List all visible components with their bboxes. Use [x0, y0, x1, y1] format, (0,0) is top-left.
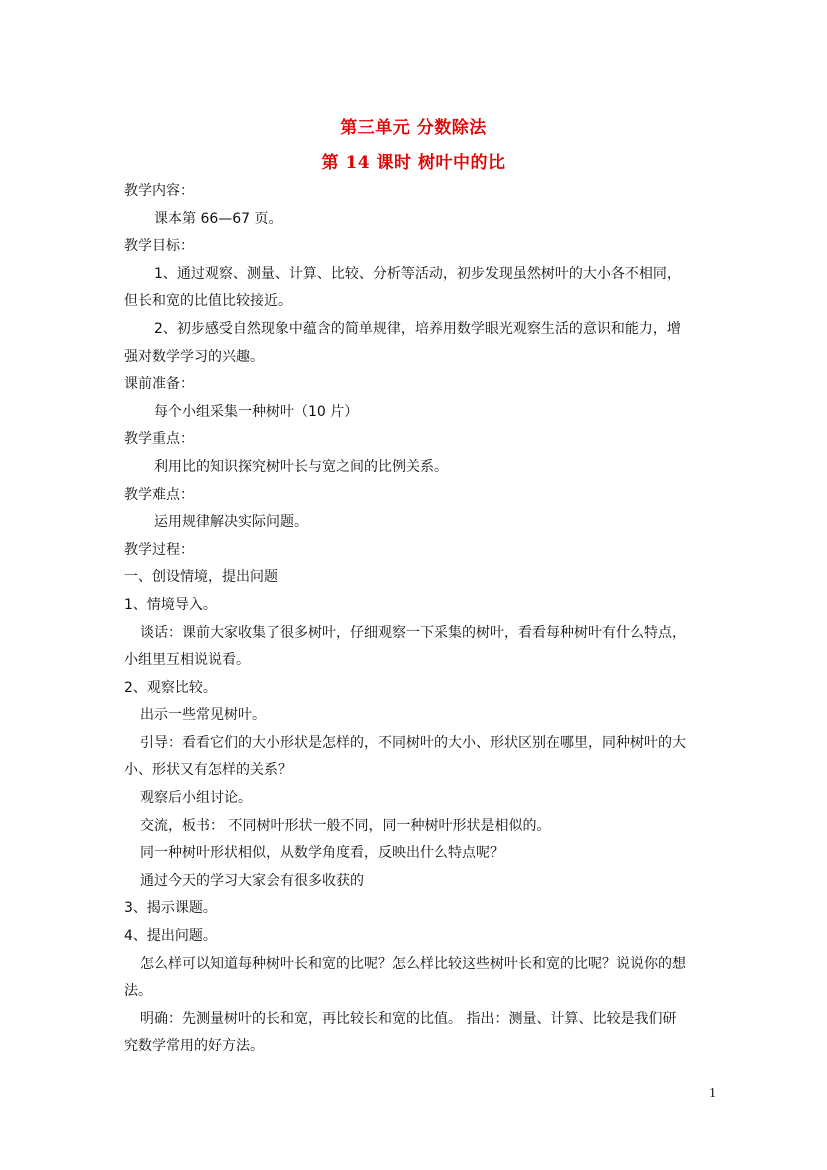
text-line: 通过今天的学习大家会有很多收获的 [140, 872, 364, 889]
text-line: 究数学常用的好方法。 [124, 1038, 264, 1055]
text-line: 引导：看看它们的大小形状是怎样的，不同树叶的大小、形状区别在哪里，同种树叶的大 [140, 734, 686, 751]
text-line: 观察后小组讨论。 [140, 790, 252, 807]
text-line: 谈话：课前大家收集了很多树叶，仔细观察一下采集的树叶，看看每种树叶有什么特点， [140, 624, 686, 641]
text-line: 怎么样可以知道每种树叶长和宽的比呢？怎么样比较这些树叶长和宽的比呢？说说你的想 [140, 955, 686, 972]
lesson-title: 第 14 课时 树叶中的比 [321, 153, 506, 173]
lesson-body [124, 178, 710, 1061]
text-line: 2、观察比较。 [124, 679, 217, 696]
text-line: 小组里互相说说看。 [124, 652, 250, 669]
text-line: 每个小组采集一种树叶（10 片） [154, 403, 359, 420]
unit-title: 第三单元 分数除法 [340, 118, 487, 138]
text-line: 课前准备： [124, 376, 194, 393]
text-line: 出示一些常见树叶。 [140, 707, 266, 724]
text-line: 2、初步感受自然现象中蕴含的简单规律，培养用数学眼光观察生活的意识和能力，增 [154, 320, 681, 337]
text-line: 3、揭示课题。 [124, 900, 217, 917]
text-line: 交流，板书： 不同树叶形状一般不同，同一种树叶形状是相似的。 [140, 817, 551, 834]
text-line: 运用规律解决实际问题。 [154, 514, 308, 531]
text-line: 教学内容： [124, 183, 194, 199]
text-line: 但长和宽的比值比较接近。 [124, 293, 292, 310]
text-line: 1、通过观察、测量、计算、比较、分析等活动，初步发现虽然树叶的大小各不相同， [154, 265, 681, 282]
text-line: 1、情境导入。 [124, 596, 217, 613]
text-line: 教学过程： [124, 541, 194, 558]
text-line: 课本第 66—67 页。 [154, 210, 283, 227]
text-line: 强对数学学习的兴趣。 [124, 348, 264, 365]
text-line: 小、形状又有怎样的关系？ [124, 762, 292, 779]
text-line: 教学目标： [124, 238, 194, 255]
text-line: 明确：先测量树叶的长和宽，再比较长和宽的比值。 指出：测量、计算、比较是我们研 [140, 1010, 677, 1027]
text-line: 同一种树叶形状相似，从数学角度看，反映出什么特点呢？ [140, 845, 504, 862]
text-line: 教学难点： [124, 486, 194, 503]
text-line: 利用比的知识探究树叶长与宽之间的比例关系。 [154, 458, 448, 475]
text-line: 法。 [124, 983, 152, 1000]
page-number: 1 [709, 1086, 716, 1101]
text-line: 教学重点： [124, 431, 194, 448]
text-line: 4、提出问题。 [124, 928, 217, 945]
text-line: 一、创设情境，提出问题 [124, 569, 278, 586]
